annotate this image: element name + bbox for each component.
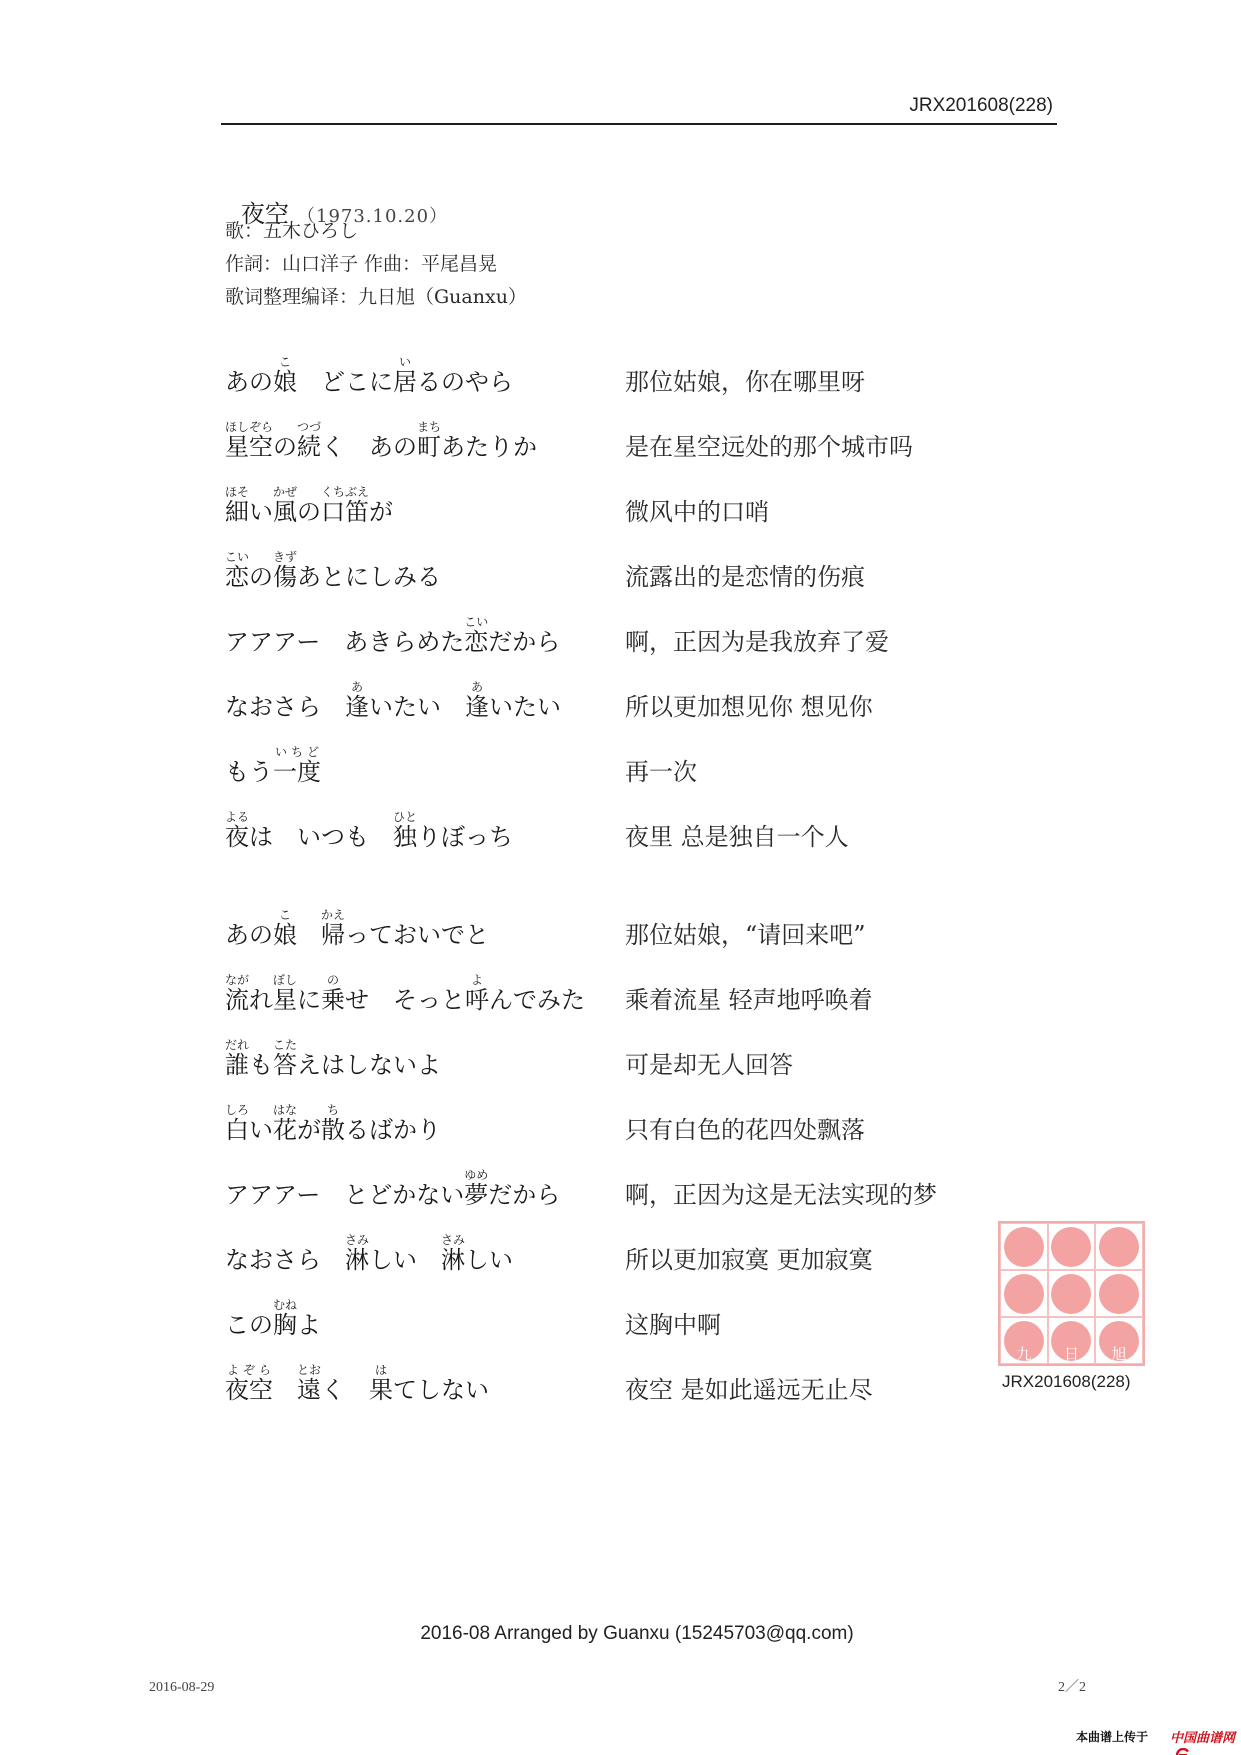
lyric-line (225, 787, 1025, 852)
header-code: JRX201608(228) (909, 95, 1053, 116)
furigana: きず (273, 550, 298, 564)
furigana: あ (465, 680, 489, 694)
lyric-text: あの (225, 921, 273, 949)
ruby-word (393, 810, 418, 851)
arranged-by-footer: 2016-08 Arranged by Guanxu (15245703@qq.com) (420, 1623, 854, 1644)
lyric-text: れ (249, 986, 273, 1014)
ruby-word (297, 420, 322, 461)
kanji-base: 続 (297, 433, 322, 461)
kanji-base: 遠 (297, 1376, 321, 1404)
kanji-base: 風 (273, 498, 297, 526)
verse-2 (225, 885, 1025, 1405)
kanji-base: 逢 (465, 693, 489, 721)
music-site-logo-icon (1151, 1730, 1167, 1744)
lyric-chinese: 再一次 (625, 758, 697, 786)
kanji-base: 胸 (273, 1311, 297, 1339)
lyric-text: えはしないよ (297, 1051, 441, 1079)
lyric-line (225, 527, 1025, 592)
furigana: つづ (297, 420, 322, 434)
ruby-word (225, 1038, 250, 1079)
furigana: よる (225, 810, 250, 824)
furigana: とお (297, 1363, 322, 1377)
lyric-text (273, 1376, 297, 1404)
lyric-text: っておいでと (345, 921, 489, 949)
lyric-japanese (225, 550, 441, 592)
lyric-text: しい (369, 1246, 441, 1274)
kanji-base: 娘 (273, 368, 297, 396)
header-rule (221, 123, 1057, 125)
lyric-line (225, 722, 1025, 787)
kanji-base: 恋 (464, 628, 489, 656)
furigana: よぞら (225, 1363, 273, 1377)
lyric-text: の (297, 498, 321, 526)
kanji-base: 散 (321, 1116, 345, 1144)
lyric-text: なおさら (225, 1246, 345, 1274)
lyric-text: てしない (393, 1376, 489, 1404)
lyric-text: せ そっと (345, 986, 465, 1014)
stamp-cell (1048, 1270, 1096, 1317)
lyric-chinese: 乘着流星 轻声地呼唤着 (625, 986, 873, 1014)
lyric-text: なおさら (225, 693, 345, 721)
lyric-chinese: 啊，正因为是我放弃了爱 (625, 628, 889, 656)
lyric-text: どこに (297, 368, 393, 396)
lyric-text: アアアー あきらめた (225, 628, 465, 656)
kanji-base: 町 (417, 433, 442, 461)
kanji-base: 星 (273, 986, 297, 1014)
lyric-text: もう (225, 758, 273, 786)
stamp-cell (1048, 1317, 1096, 1364)
lyric-japanese (225, 680, 561, 722)
page-number: 2／2 (1058, 1680, 1086, 1695)
kanji-base: 居 (393, 368, 417, 396)
furigana: ほしぞら (225, 420, 274, 434)
lyric-text: るのやら (417, 368, 513, 396)
stamp-dot (1051, 1227, 1091, 1267)
kanji-base: 逢 (345, 693, 369, 721)
lyric-line (225, 885, 1025, 950)
lyric-japanese (225, 973, 585, 1015)
furigana: くちぶえ (321, 485, 370, 499)
furigana: よ (465, 973, 489, 987)
kanji-base: 流 (225, 986, 249, 1014)
ruby-word (321, 485, 370, 526)
lyric-line (225, 1145, 1025, 1210)
writer-credit: 作詞：山口洋子 作曲：平尾昌晃 (225, 253, 498, 275)
furigana: こ (273, 355, 297, 369)
ruby-word (321, 908, 346, 949)
lyric-japanese (225, 1233, 513, 1275)
lyric-chinese: 啊，正因为这是无法实现的梦 (625, 1181, 937, 1209)
kanji-base: 一度 (273, 758, 321, 786)
lyric-text: く あの (321, 433, 418, 461)
lyric-text: が (297, 1116, 321, 1144)
lyric-text: いたい (489, 693, 561, 721)
ruby-word (345, 1233, 370, 1274)
kanji-base: 帰 (321, 921, 345, 949)
ruby-word (441, 1233, 466, 1274)
lyric-text: いたい (369, 693, 465, 721)
furigana: かぜ (273, 485, 298, 499)
ruby-word (465, 680, 489, 721)
lyric-japanese (225, 355, 513, 397)
furigana: まち (417, 420, 442, 434)
lyric-line (225, 657, 1025, 722)
stamp-cell (1095, 1223, 1143, 1270)
kanji-base: 口笛 (321, 498, 370, 526)
ruby-word (321, 1103, 345, 1144)
lyric-text: は いつも (249, 823, 393, 851)
stamp-cell (1000, 1317, 1048, 1364)
lyric-line (225, 1080, 1025, 1145)
lyric-text: アアアー とどかない (225, 1181, 465, 1209)
ruby-word (225, 550, 250, 591)
lyric-chinese: 所以更加寂寞 更加寂寞 (625, 1246, 873, 1274)
lyric-text: の (249, 563, 273, 591)
kanji-base: 答 (273, 1051, 297, 1079)
furigana: ぼし (273, 973, 298, 987)
furigana: だれ (225, 1038, 250, 1052)
lyric-japanese (225, 1298, 321, 1340)
lyrics-body (225, 332, 1025, 1405)
ruby-word (417, 420, 442, 461)
lyric-japanese (225, 908, 489, 950)
ruby-word (225, 420, 274, 461)
ruby-word (225, 810, 250, 851)
kanji-base: 傷 (273, 563, 297, 591)
lyric-text: りぼっち (417, 823, 513, 851)
stamp-cell (1000, 1223, 1048, 1270)
stamp-cell (1048, 1223, 1096, 1270)
stamp-dot (1004, 1227, 1044, 1267)
furigana: むね (273, 1298, 298, 1312)
furigana: しろ (225, 1103, 250, 1117)
kanji-base: 淋 (345, 1246, 369, 1274)
stamp-dot (1004, 1274, 1044, 1314)
lyric-chinese: 可是却无人回答 (625, 1051, 793, 1079)
lyric-text: に (297, 986, 321, 1014)
lyric-text: い (249, 1116, 273, 1144)
lyric-chinese: 只有白色的花四处飘落 (625, 1116, 865, 1144)
lyric-line (225, 332, 1025, 397)
lyric-text: よ (297, 1311, 321, 1339)
lyric-text: しい (465, 1246, 513, 1274)
lyric-japanese (225, 420, 537, 462)
furigana: は (369, 1363, 393, 1377)
ruby-word (273, 745, 321, 786)
site-name[interactable]: 中国曲谱网 (1169, 1731, 1235, 1746)
furigana: さみ (441, 1233, 466, 1247)
verse-1 (225, 332, 1025, 852)
lyric-text: あの (225, 368, 273, 396)
furigana: はな (273, 1103, 298, 1117)
furigana: いちど (273, 745, 321, 759)
song-title: 夜空 (241, 200, 289, 228)
lyric-japanese (225, 615, 560, 657)
lyric-chinese: 那位姑娘，你在哪里呀 (625, 368, 865, 396)
furigana: こた (273, 1038, 298, 1052)
furigana: い (393, 355, 417, 369)
lyric-text: も (249, 1051, 273, 1079)
ruby-word (273, 1038, 298, 1079)
lyric-text: だから (488, 1181, 561, 1209)
upload-label: 本曲谱上传于 (1075, 1730, 1148, 1744)
lyric-line (225, 1340, 1025, 1405)
ruby-word (345, 680, 369, 721)
furigana: こ (273, 908, 297, 922)
kanji-base: 果 (369, 1376, 393, 1404)
singer-credit: 歌：五木ひろし (225, 220, 359, 242)
kanji-base: 娘 (273, 921, 297, 949)
lyric-chinese: 那位姑娘，“请回来吧” (625, 921, 866, 949)
lyric-line (225, 592, 1025, 657)
stamp-code: JRX201608(228) (1002, 1372, 1131, 1391)
ruby-word (225, 1363, 273, 1404)
furigana: さみ (345, 1233, 370, 1247)
upload-source[interactable] (1076, 1727, 1235, 1746)
lyric-line (225, 1015, 1025, 1080)
lyric-text: が (369, 498, 394, 526)
lyric-text: だから (488, 628, 561, 656)
lyric-japanese (225, 745, 321, 787)
lyric-text (297, 921, 321, 949)
kanji-base: 細 (225, 498, 249, 526)
ruby-word (273, 355, 297, 396)
furigana: ゆめ (464, 1168, 489, 1182)
furigana: こい (225, 550, 250, 564)
furigana: ち (321, 1103, 345, 1117)
ruby-word (225, 973, 250, 1014)
ruby-word (273, 973, 298, 1014)
lyric-line (225, 397, 1025, 462)
lyric-japanese (225, 1363, 489, 1405)
stamp-char: 旭 (1111, 1345, 1127, 1363)
ruby-word (273, 1103, 298, 1144)
ruby-word (225, 485, 250, 526)
lyric-japanese (225, 810, 513, 852)
lyric-text: んでみた (489, 986, 585, 1014)
furigana: の (321, 973, 345, 987)
translator-credit: 歌词整理编译：九日旭（Guanxu） (225, 286, 527, 308)
ruby-word (321, 973, 345, 1014)
kanji-base: 誰 (225, 1051, 249, 1079)
lyric-chinese: 流露出的是恋情的伤痕 (625, 563, 865, 591)
lyric-chinese: 所以更加想见你 想见你 (625, 693, 873, 721)
ruby-word (464, 615, 489, 656)
kanji-base: 淋 (441, 1246, 465, 1274)
ruby-word (273, 908, 297, 949)
ruby-word (297, 1363, 322, 1404)
furigana: あ (345, 680, 369, 694)
lyric-text: この (225, 1311, 273, 1339)
stamp-dot (1099, 1227, 1139, 1267)
furigana: ほそ (225, 485, 250, 499)
lyric-japanese (225, 1103, 441, 1145)
kanji-base: 乗 (321, 986, 345, 1014)
lyric-chinese: 夜里 总是独自一个人 (625, 823, 849, 851)
lyric-chinese: 是在星空远处的那个城市吗 (625, 433, 913, 461)
furigana: ひと (393, 810, 418, 824)
ruby-word (273, 485, 298, 526)
lyric-japanese (225, 1168, 560, 1210)
furigana: かえ (321, 908, 346, 922)
lyric-text: い (249, 498, 273, 526)
kanji-base: 夜 (225, 823, 249, 851)
lyric-text: の (273, 433, 298, 461)
stamp-char: 日 (1063, 1345, 1079, 1363)
kanji-base: 白 (225, 1116, 249, 1144)
lyric-line (225, 1275, 1025, 1340)
seal-stamp (998, 1221, 1145, 1366)
ruby-word (465, 973, 489, 1014)
lyric-chinese: 这胸中啊 (625, 1311, 721, 1339)
kanji-base: 夜空 (225, 1376, 273, 1404)
kanji-base: 独 (393, 823, 417, 851)
lyric-text: あたりか (441, 433, 538, 461)
kanji-base: 呼 (465, 986, 489, 1014)
lyric-text: あとにしみる (297, 563, 441, 591)
furigana: なが (225, 973, 250, 987)
stamp-cell (1095, 1317, 1143, 1364)
kanji-base: 星空 (225, 433, 274, 461)
lyric-text: るばかり (345, 1116, 441, 1144)
lyric-japanese (225, 1038, 441, 1080)
credits (225, 215, 527, 314)
kanji-base: 夢 (464, 1181, 489, 1209)
ruby-word (273, 550, 298, 591)
lyric-japanese (225, 485, 393, 527)
ruby-word (464, 1168, 489, 1209)
stamp-dot (1051, 1274, 1091, 1314)
song-date: （1973.10.20） (297, 206, 449, 227)
lyric-chinese: 微风中的口哨 (625, 498, 769, 526)
lyric-chinese: 夜空 是如此遥远无止尽 (625, 1376, 873, 1404)
print-date: 2016-08-29 (149, 1680, 215, 1695)
stamp-cell (1095, 1270, 1143, 1317)
ruby-word (273, 1298, 298, 1339)
lyric-line (225, 950, 1025, 1015)
kanji-base: 花 (273, 1116, 297, 1144)
lyric-line (225, 462, 1025, 527)
stamp-dot (1099, 1274, 1139, 1314)
stamp-cell (1000, 1270, 1048, 1317)
furigana: こい (464, 615, 489, 629)
kanji-base: 恋 (225, 563, 249, 591)
ruby-word (225, 1103, 250, 1144)
ruby-word (369, 1363, 393, 1404)
lyric-line (225, 1210, 1025, 1275)
stamp-char: 九 (1016, 1345, 1032, 1363)
ruby-word (393, 355, 417, 396)
lyric-text: く (321, 1376, 369, 1404)
